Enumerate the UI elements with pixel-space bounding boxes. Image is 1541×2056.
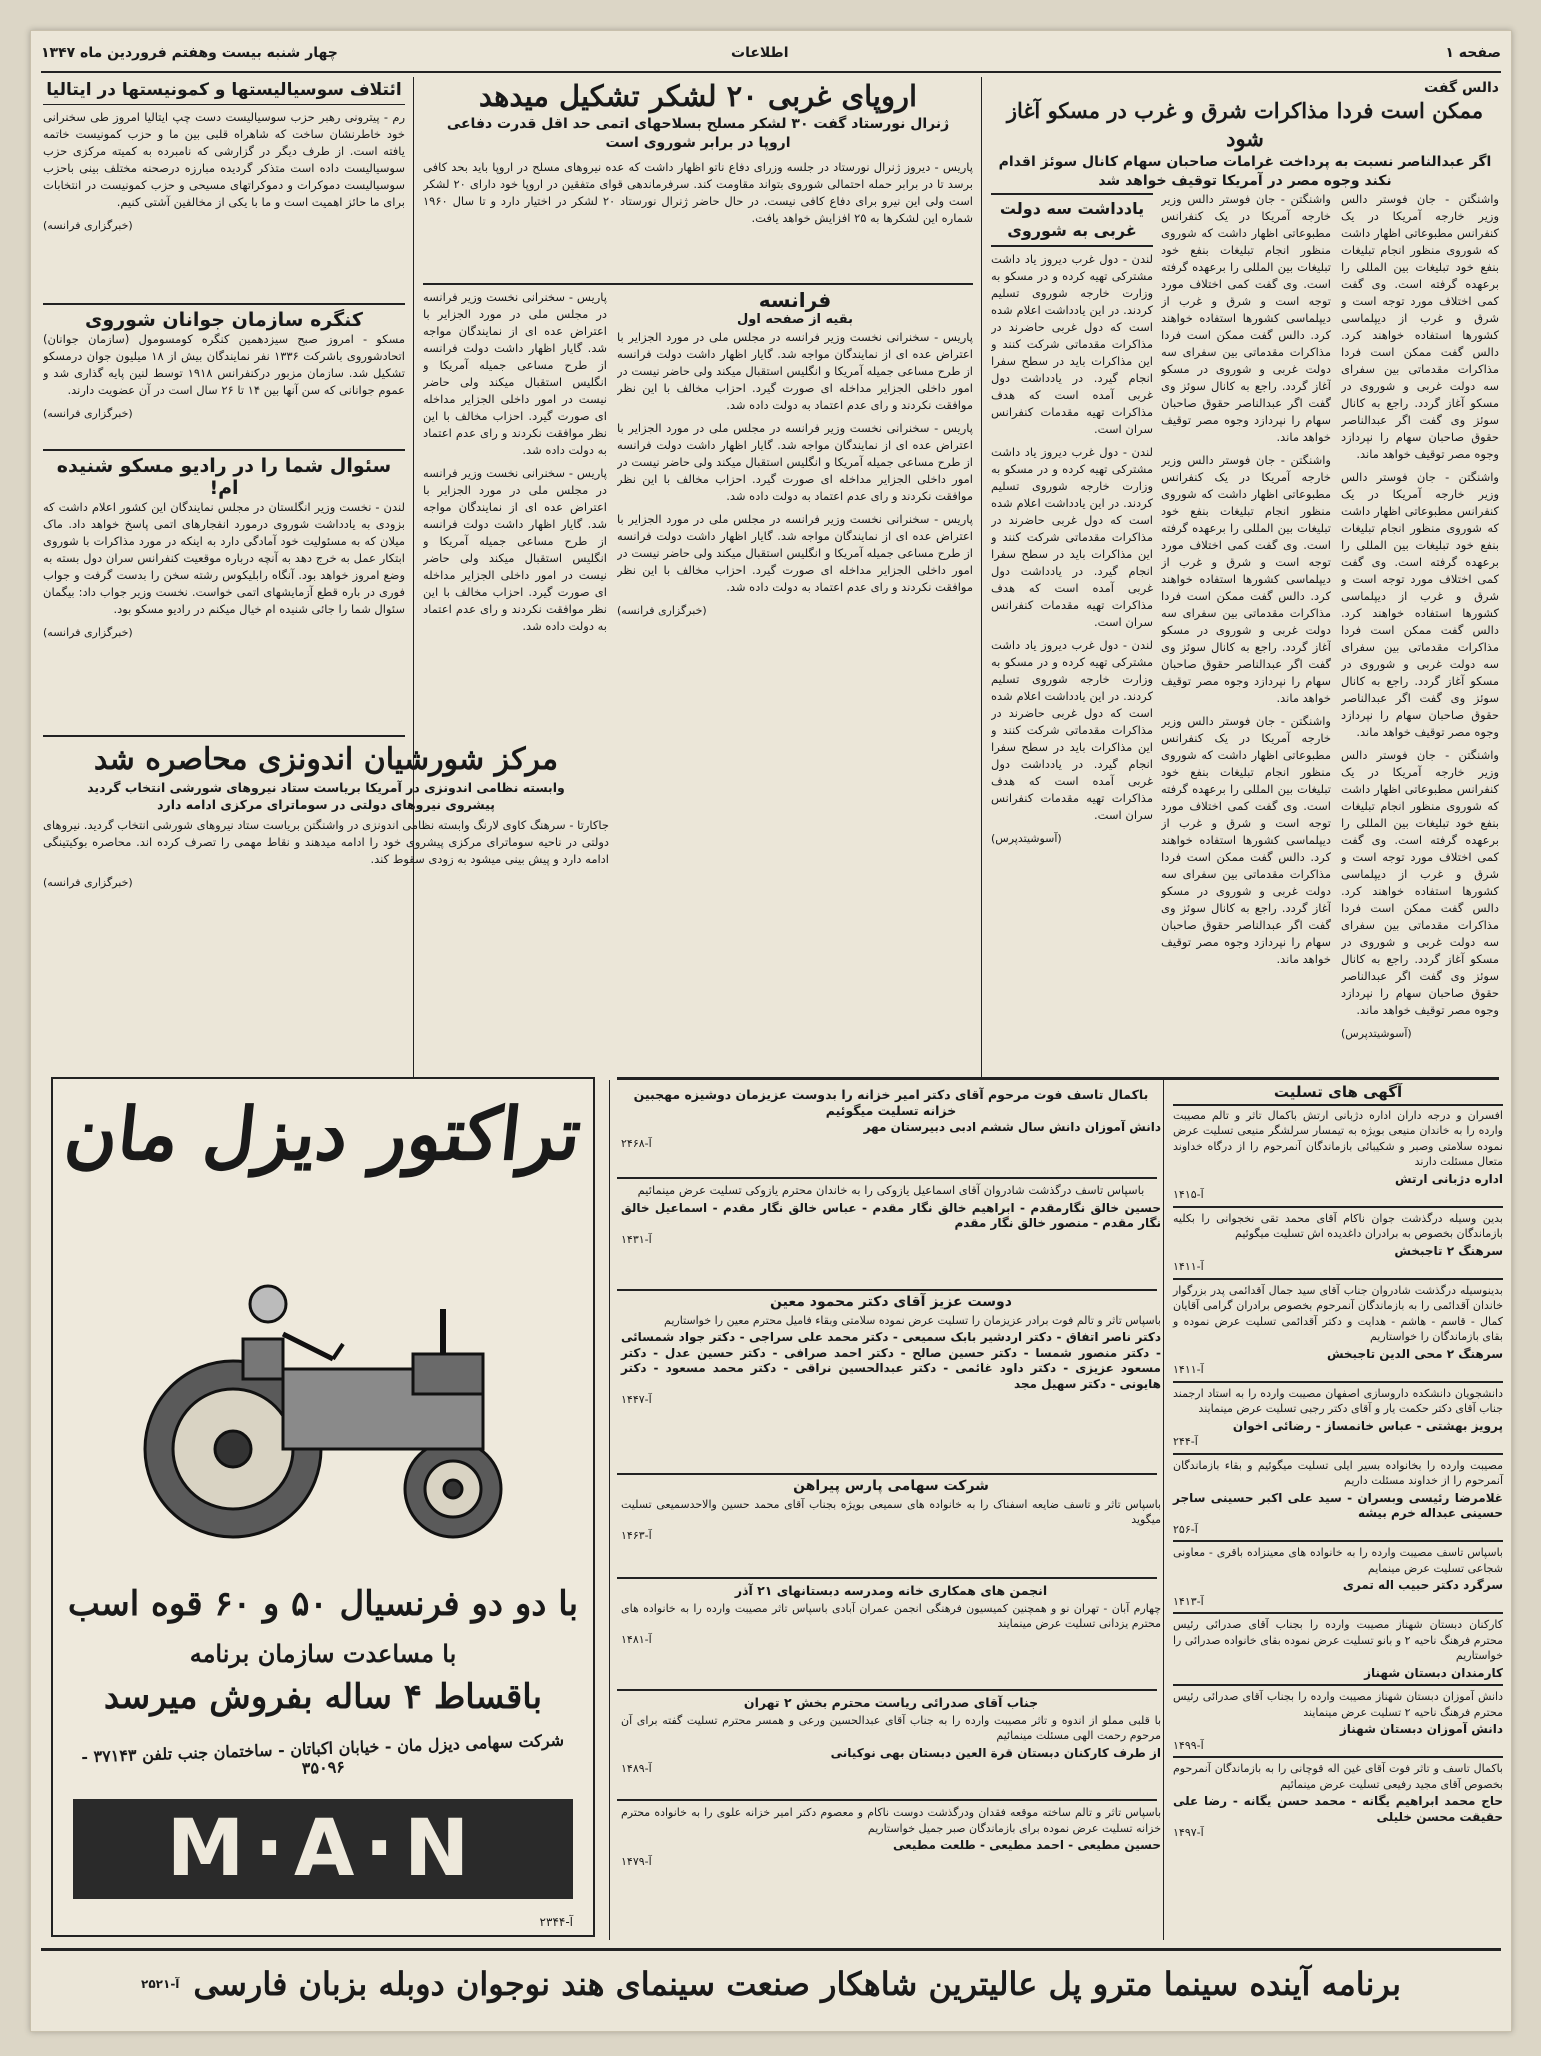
article-dulles-text: واشنگتن - جان فوستر دالس وزیر خارجه آمریکا در یک کنفرانس مطبوعاتی اظهار داشت که شوروی منظور انجام تبلیغات بنفع خود تبلیغات بین المللی را برعهده گرفته است. وی گفت کمی اختلاف مورد توجه است و شرق و غرب از دیپلماسی کشورها استفاده خواهند کرد. دالس گفت ممکن است فردا مذاکرات مقدماتی بین سفرای سه دولت غربی و شوروی در مسکو آغاز گردد. راجع به کانال سوئز وی گفت اگر عبدالناصر حقوق صاحبان سهام را نپردازد وجوه مصر توقیف خواهد ماند.: [1161, 453, 1331, 705]
notice-7-sig: حسین مطیعی - احمد مطیعی - طلعت مطیعی: [893, 1838, 1161, 1852]
article-france-sub: بقیه از صفحه اول: [737, 312, 853, 327]
notice-6-sig: از طرف کارکنان دبستان قرة العین دبستان بهی نوکیانی: [830, 1745, 1161, 1760]
man-logo-text: M·A·N: [166, 1804, 480, 1894]
article-europe-sub: ژنرال نورستاد گفت ۳۰ لشکر مسلح بسلاحهای اتمی حد اقل قدرت دفاعی اروپا در برابر شوروی است: [446, 116, 950, 151]
notice-2-code: آ-۱۴۳۱: [621, 1232, 652, 1246]
condolence-body: مصیبت وارده را بخانواده بسیر ایلی تسلیت میگوئیم و بقاء بازماندگان آنمرحوم را از خداوند مسئلت داریم: [1173, 1458, 1503, 1487]
condolence-code: آ-۱۴۱۵: [1173, 1188, 1204, 1201]
condolence-sig: اداره دژبانی ارتش: [1395, 1171, 1503, 1186]
notice-4: [617, 1477, 1165, 1573]
condolence-code: آ-۲۵۶: [1173, 1522, 1198, 1536]
condolence-code: آ-۱۴۹۹: [1173, 1738, 1204, 1752]
divider: [617, 1473, 1157, 1475]
tractor-ad-line2: با مساعدت سازمان برنامه: [189, 1639, 457, 1668]
article-france: [617, 289, 973, 1069]
condolence-sig: سرهنگ ۲ تاجبخش: [1394, 1243, 1503, 1258]
notice-2-head: باسپاس تاسف درگذشت شادروان آقای اسماعیل یازوکی را به خاندان محترم یازوکی تسلیت عرض مینمائیم: [637, 1183, 1145, 1197]
article-dulles-title: ممکن است فردا مذاکرات شرق و غرب در مسکو آغاز شود: [1006, 98, 1484, 151]
notice-6-code: آ-۱۴۸۹: [621, 1762, 652, 1775]
condolence-sig: دانش آموزان دبستان شهناز: [1339, 1722, 1503, 1736]
notice-3-code: آ-۱۴۴۷: [621, 1393, 652, 1406]
article-radio-credit: (خبرگزاری فرانسه): [43, 626, 133, 639]
article-komsomol-body: مسکو - امروز صبح سیزدهمین کنگره کومسومول (سازمان جوانان) اتحادشوروی باشرکت ۱۳۳۶ نفر نمایندگان بیش از ۱۸ میلیون جوان درمسکو تشکیل شد. سازمان مزبور درکنفرانس ۱۹۱۸ توسط لنین پایه گذاری شد و عموم جوانانی که سن آنها بین ۱۴ تا ۲۶ سال است در آن عضویت دارند.: [43, 332, 405, 397]
notice-3: [617, 1293, 1165, 1469]
article-indonesia-body: جاکارتا - سرهنگ کاوی لارنگ وابسته نظامی اندونزی در واشنگتن بریاست ستاد نیروهای شورشی انتخاب گردید. نیروهای دولتی در ناحیه سوماترای مرکزی پیشروی خود را ادامه میدهند و نقاط مهمی را تصرف کرده اند. محاصره بوکیتینگی ادامه دارد و پیش بینی میشود به زودی سقوط کند.: [43, 818, 609, 866]
article-radio: [43, 455, 405, 745]
notice-1-head: باکمال تاسف فوت مرحوم آقای دکتر امیر خزانه را بدوست عزیزمان دوشیزه مهجبین خزانه تسلیت میگوئیم: [633, 1087, 1149, 1118]
cinema-banner-text: برنامه آینده سینما مترو پل عالیترین شاهکار صنعت سینمای هند نوجوان دوبله بزبان فارسی: [193, 1965, 1401, 2003]
header-rule: [41, 71, 1501, 73]
man-logo-block: [73, 1799, 573, 1899]
divider: [617, 1689, 1157, 1691]
condolence-sig: پرویز بهشتی - عباس خانمساز - رضائی اخوان: [1232, 1418, 1503, 1433]
divider: [43, 303, 405, 305]
article-europe-title: اروپای غربی ۲۰ لشکر تشکیل میدهد: [478, 79, 918, 113]
notice-3-sig: دکتر ناصر اتفاق - دکتر اردشیر بابک سمیعی - دکتر محمد علی سراجی - دکتر جواد شمسائی - دکتر منصور شمسا - دکتر حسین صالح - دکتر احمد صرافی - دکتر حسین عدل - دکتر مسعود عزیزی - دکتر داود غائمی - دکتر عبدالحسین نراقی - دکتر محمد مسعود - دکتر هایونی - دکتر سهیل مجد: [621, 1330, 1161, 1391]
article-indonesia-sub1: وابسته نظامی اندونزی در آمریکا بریاست ستاد نیروهای شورشی انتخاب گردید: [87, 780, 565, 795]
divider: [1173, 1612, 1503, 1614]
notice-3-body: باسپاس تاثر و تالم فوت برادر عزیزمان را تسلیت عرض نموده سلامتی وبقاء فامیل محترم معین را خواستاریم: [664, 1313, 1161, 1327]
page-label: صفحه ۱: [1445, 45, 1501, 61]
cinema-banner-code: آ-۲۵۲۱: [141, 1977, 180, 1991]
article-note: [991, 193, 1153, 1063]
issue-date: چهار شنبه بیست وهفتم فروردین ماه ۱۳۴۷: [41, 45, 338, 61]
article-dulles-text: واشنگتن - جان فوستر دالس وزیر خارجه آمریکا در یک کنفرانس مطبوعاتی اظهار داشت که شوروی منظور انجام تبلیغات بنفع خود تبلیغات بین المللی را برعهده گرفته است. وی گفت کمی اختلاف مورد توجه است و شرق و غرب از دیپلماسی کشورها استفاده خواهند کرد. دالس گفت ممکن است فردا مذاکرات مقدماتی بین سفرای سه دولت غربی و شوروی در مسکو آغاز گردد. راجع به کانال سوئز وی گفت اگر عبدالناصر حقوق صاحبان سهام را نپردازد وجوه مصر توقیف خواهد ماند.: [1161, 714, 1331, 966]
article-dulles-text: واشنگتن - جان فوستر دالس وزیر خارجه آمریکا در یک کنفرانس مطبوعاتی اظهار داشت که شوروی منظور انجام تبلیغات بنفع خود تبلیغات بین المللی را برعهده گرفته است. وی گفت کمی اختلاف مورد توجه است و شرق و غرب از دیپلماسی کشورها استفاده خواهند کرد. دالس گفت ممکن است فردا مذاکرات مقدماتی بین سفرای سه دولت غربی و شوروی در مسکو آغاز گردد. راجع به کانال سوئز وی گفت اگر عبدالناصر حقوق صاحبان سهام را نپردازد وجوه مصر توقیف خواهد ماند.: [1161, 192, 1331, 444]
divider: [43, 104, 405, 105]
condolence-item: [1173, 1617, 1503, 1681]
condolence-item: [1173, 1386, 1503, 1450]
notice-4-code: آ-۱۴۶۳: [621, 1528, 652, 1542]
tractor-ad-title: تراکتور دیزل مان: [60, 1091, 586, 1176]
article-dulles-text: واشنگتن - جان فوستر دالس وزیر خارجه آمریکا در یک کنفرانس مطبوعاتی اظهار داشت که شوروی منظور انجام تبلیغات بنفع خود تبلیغات بین المللی را برعهده گرفته است. وی گفت کمی اختلاف مورد توجه است و شرق و غرب از دیپلماسی کشورها استفاده خواهند کرد. دالس گفت ممکن است فردا مذاکرات مقدماتی بین سفرای سه دولت غربی و شوروی در مسکو آغاز گردد. راجع به کانال سوئز وی گفت اگر عبدالناصر حقوق صاحبان سهام را نپردازد وجوه مصر توقیف خواهد ماند.: [1341, 470, 1499, 739]
divider: [1173, 1756, 1503, 1758]
divider: [43, 735, 405, 737]
condolence-body: باکمال تاسف و تاثر فوت آقای غین اله قوچانی را به بازماندگان آنمرحوم بخصوص آقای مجید رفیعی تسلیت عرض مینمائیم: [1173, 1762, 1503, 1791]
article-france-body-cont: پاریس - سخنرانی نخست وزیر فرانسه در مجلس ملی در مورد الجزایر با اعتراض عده ای از نمایندگان مواجه شد. گایار اظهار داشت دولت فرانسه از طرح مساعی جمیله آمریکا و انگلیس استقبال میکند ولی حاضر نیست در امور داخلی الجزایر مداخله ای صورت گیرد. احزاب مخالف با این نظر موافقت نکردند و رای عدم اعتماد به دولت داده شد.: [423, 466, 607, 633]
article-note-body: لندن - دول غرب دیروز یاد داشت مشترکی تهیه کرده و در مسکو به وزارت خارجه شوروی تسلیم کردند. در این یادداشت اعلام شده است که دول غربی حاضرند در مذاکرات مقدماتی شرکت کنند و این مذاکرات باید در سطح سفرا انجام گیرد. در یادداشت دول غربی آمده است که هدف مذاکرات تهیه مقدمات کنفرانس سران است.: [991, 252, 1153, 436]
article-komsomol: [43, 309, 405, 449]
article-france-col2: [423, 289, 607, 729]
article-indonesia-credit: (خبرگزاری فرانسه): [43, 876, 133, 889]
notice-5-body: چهارم آبان - تهران نو و همچنین کمیسیون فرهنگی انجمن عمران آبادی باسپاس تاثر مصیبت وارده را به خانواده های محترم یزدانی تسلیت عرض مینمایند: [621, 1601, 1161, 1630]
article-france-body-cont: پاریس - سخنرانی نخست وزیر فرانسه در مجلس ملی در مورد الجزایر با اعتراض عده ای از نمایندگان مواجه شد. گایار اظهار داشت دولت فرانسه از طرح مساعی جمیله آمریکا و انگلیس استقبال میکند ولی حاضر نیست در امور داخلی الجزایر مداخله ای صورت گیرد. احزاب مخالف با این نظر موافقت نکردند و رای عدم اعتماد به دولت داده شد.: [423, 290, 607, 457]
condolence-item: [1173, 1211, 1503, 1275]
tractor-ad-code: آ-۲۳۴۴: [539, 1915, 573, 1929]
condolence-code: آ-۱۴۹۷: [1173, 1826, 1204, 1839]
column-divider: [981, 77, 982, 1077]
notice-6: [617, 1693, 1165, 1797]
article-france-credit: (خبرگزاری فرانسه): [617, 604, 707, 617]
condolence-item: [1173, 1689, 1503, 1753]
article-dulles-body: [1341, 191, 1499, 1071]
article-dulles-sub: اگر عبدالناصر نسبت به پرداخت غرامات صاحبان سهام کانال سوئز اقدام نکند وجوه مصر در آمریکا توقیف خواهد شد: [998, 154, 1492, 189]
divider: [1173, 1540, 1503, 1542]
condolence-code: آ-۱۴۱۳: [1173, 1594, 1204, 1608]
notice-5-code: آ-۱۴۸۱: [621, 1632, 652, 1646]
condolence-code: آ-۱۴۱۱: [1173, 1363, 1204, 1376]
condolence-code: آ-۱۴۱۱: [1173, 1260, 1204, 1273]
tractor-advertisement: [51, 1077, 595, 1937]
article-radio-title: سئوال شما را در رادیو مسکو شنیده ام!: [56, 455, 392, 499]
notice-3-head: دوست عزیز آقای دکتر محمود معین: [770, 1294, 1012, 1310]
article-dulles-text: واشنگتن - جان فوستر دالس وزیر خارجه آمریکا در یک کنفرانس مطبوعاتی اظهار داشت که شوروی منظور انجام تبلیغات بنفع خود تبلیغات بین المللی را برعهده گرفته است. وی گفت کمی اختلاف مورد توجه است و شرق و غرب از دیپلماسی کشورها استفاده خواهند کرد. دالس گفت ممکن است فردا مذاکرات مقدماتی بین سفرای سه دولت غربی و شوروی در مسکو آغاز گردد. راجع به کانال سوئز وی گفت اگر عبدالناصر حقوق صاحبان سهام را نپردازد وجوه مصر توقیف خواهد ماند.: [1341, 748, 1499, 1017]
article-komsomol-credit: (خبرگزاری فرانسه): [43, 407, 133, 420]
divider: [617, 1177, 1157, 1179]
condolence-sig: کارمندان دبستان شهناز: [1364, 1665, 1503, 1680]
article-france-title: فرانسه: [758, 289, 832, 312]
divider: [617, 1799, 1157, 1801]
condolence-item: [1173, 1458, 1503, 1538]
notice-5: [617, 1581, 1165, 1687]
notice-1: [617, 1085, 1165, 1185]
article-radio-body: لندن - نخست وزیر انگلستان در مجلس نمایندگان این کشور اعلام داشت که بزودی به یادداشت شوروی درمورد انفجارهای اتمی پاسخ خواهد داد. ماک میلان که به مسئولیت خود آمادگی دارد به اینکه در مورد مذاکرات با شوروی ابتکار عمل به خرج دهد به آنچه درباره موقعیت کنفرانس سران دول بسته به وضع امروز خواهد بود. آنگاه رابلیکوس رشته سخن را بدست گرفت و جواب فوری در باره قطع آزمایشهای اتمی خواست. نخست وزیر جواب داد: بیگمان سئوال شما را جائی شنیده ام خیال میکنم در رادیو مسکو بود.: [43, 500, 405, 616]
article-note-credit: (آسوشیتدپرس): [991, 832, 1062, 845]
article-indonesia: [43, 741, 609, 1071]
condolence-body: بدین وسیله درگذشت جوان ناکام آقای محمد تقی نخجوانی را بکلیه بازماندگان بخصوص به برادران داغدیده اش تسلیت میگوئیم: [1173, 1211, 1503, 1240]
article-italy-body: رم - پیترونی رهبر حزب سوسیالیست دست چپ ایتالیا امروز طی سخنرانی خود خاطرنشان ساخت که شاهراه قلبی بین ما و حزب کمونیست خاتمه یافته است. از طرف دیگر در گزارشی که نامبرده به کمیته مرکزی حزب سوسیالیست داده است متذکر گردیده مبارزه درصحنه مختلف بینی باحزب سوسیالیست دموکرات و دموکراتهای مسیحی و حزب کمونیست در انتخابات برای ما حائز اهمیت است و ما با یکی از مخالفین آشتی کنیم.: [43, 110, 405, 209]
notice-7-head: باسپاس تاثر و تالم ساخته موقعه فقدان ودرگذشت دوست ناکام و معصوم دکتر امیر خزانه علوی را به خانواده محترم خزانه تسلیت عرض نموده برای بازماندگان صبر جمیل خواستاریم: [621, 1806, 1161, 1835]
tractor-ad-company: شرکت سهامی دیزل مان - خیابان اکباتان - ساختمان جنب تلفن ۳۷۱۴۳ - ۳۵۰۹۶: [81, 1730, 565, 1778]
article-europe-body: پاریس - دیروز ژنرال نورستاد در جلسه وزرای دفاع ناتو اظهار داشت که عده نیروهای مسلح در اروپا باید بحد کافی برسد تا در برابر حمله احتمالی شوروی بتواند مقاومت کند. سرفرماندهی قوای متفقین در اروپا خود دارای ۲۰ لشکر است ولی این نیرو برای دفاع کافی نیست. در حال حاضر ژنرال نورستاد ۲۰ لشکر در اختیار دارد و تا سال ۱۹۶۰ شماره این لشکرها به ۲۵ افزایش خواهد یافت.: [423, 160, 973, 225]
notice-2-sig: حسین خالق نگارمقدم - ابراهیم خالق نگار مقدم - عباس خالق نگار مقدم - اسماعیل خالق نگار مقدم - منصور خالق نگار مقدم: [621, 1200, 1161, 1230]
condolence-sig: حاج محمد ابراهیم یگانه - محمد حسن یگانه - رضا علی حقیقت محسن خلیلی: [1173, 1794, 1503, 1824]
divider: [1173, 1206, 1503, 1208]
condolence-body: دانش آموزان دبستان شهناز مصیبت وارده را بجناب آقای صدرائی رئیس محترم فرهنگ ناحیه ۲ تسلیت عرض مینمایند: [1173, 1690, 1503, 1719]
notice-7: [617, 1803, 1165, 1933]
divider: [1173, 1684, 1503, 1686]
notice-7-code: آ-۱۴۷۹: [621, 1854, 652, 1868]
notice-1-sig: دانش آموزان دانش سال ششم ادبی دبیرستان مهر: [863, 1120, 1161, 1134]
condolence-body: بدینوسیله درگذشت شادروان جناب آقای سید جمال آقدائمی پدر بزرگوار خاندان آقدائمی را به بازماندگان آنمرحوم بخصوص برادران گرامی آقایان کمال - قاسم - هاشم - هدایت و دکتر آقدائمی تسلیت عرض نموده و بقای بازماندگان را خواستاریم: [1173, 1283, 1503, 1343]
notice-1-code: آ-۲۴۶۸: [621, 1136, 652, 1150]
paper-name: اطلاعات: [731, 45, 789, 61]
page-header: [41, 39, 1501, 67]
condolence-sig: غلامرضا رئیسی وبسران - سید علی اکبر حسینی ساجر حسینی عبداله خرم بیشه: [1173, 1490, 1503, 1520]
condolence-code: آ-۲۴۴: [1173, 1435, 1198, 1448]
article-dulles-body-2: [1161, 191, 1331, 1071]
condolence-item: [1173, 1283, 1503, 1378]
notice-4-body: باسپاس تاثر و تاسف ضایعه اسفناک را به خانواده های سمیعی بویژه بجناب آقای محمد حسین والاحدسمیعی تسلیت میگوید: [621, 1497, 1161, 1526]
article-dulles-kicker: دالس گفت: [1424, 80, 1499, 96]
notice-5-head: انجمن های همکاری خانه ومدرسه دبستانهای ۲۱ آذر: [734, 1583, 1048, 1598]
divider: [1173, 1381, 1503, 1383]
condolence-title: آگهی های تسلیت: [1173, 1085, 1503, 1106]
condolence-body: دانشجویان دانشکده داروسازی اصفهان مصیبت وارده را به استاد ارجمند جناب آقای دکتر حکمت یار و آقای دکتر رجبی تسلیت عرض مینمایند: [1173, 1386, 1503, 1415]
condolence-item: [1173, 1545, 1503, 1609]
article-komsomol-title: کنگره سازمان جوانان شوروی: [85, 309, 363, 331]
article-france-body-cont: پاریس - سخنرانی نخست وزیر فرانسه در مجلس ملی در مورد الجزایر با اعتراض عده ای از نمایندگان مواجه شد. گایار اظهار داشت دولت فرانسه از طرح مساعی جمیله آمریکا و انگلیس استقبال میکند ولی حاضر نیست در امور داخلی الجزایر مداخله ای صورت گیرد. احزاب مخالف با این نظر موافقت نکردند و رای عدم اعتماد به دولت داده شد.: [617, 421, 973, 503]
article-europe: [423, 79, 973, 279]
condolence-body: افسران و درجه داران اداره دژبانی ارتش باکمال تاثر و تالم مصیبت وارده را به خاندان منیعی بویژه به تیمسار سرلشگر منیعی تسلیت عرض نموده سلامتی وصبر و شکیبائی بازماندگان آنمرحوم را از درگاه خداوند متعال مسئلت دارند: [1173, 1108, 1503, 1168]
article-note-title: یادداشت سه دولت غربی به شوروی: [991, 193, 1153, 247]
column-divider: [609, 1080, 610, 1940]
article-note-body: لندن - دول غرب دیروز یاد داشت مشترکی تهیه کرده و در مسکو به وزارت خارجه شوروی تسلیم کردند. در این یادداشت اعلام شده است که دول غربی حاضرند در مذاکرات مقدماتی شرکت کنند و این مذاکرات باید در سطح سفرا انجام گیرد. در یادداشت دول غربی آمده است که هدف مذاکرات تهیه مقدمات کنفرانس سران است.: [991, 445, 1153, 629]
condolence-body: کارکنان دبستان شهناز مصیبت وارده را بجناب آقای صدرائی رئیس محترم فرهنگ ناحیه ۲ و بانو تسلیت عرض نموده بقای خانواده صدرائی را خواستاریم: [1173, 1618, 1503, 1662]
condolence-sig: سرهنگ ۲ محی الدین تاجبخش: [1326, 1346, 1503, 1361]
divider: [43, 449, 405, 451]
newspaper-page: [30, 30, 1512, 2032]
tractor-illustration: [113, 1249, 533, 1549]
article-dulles-credit: (آسوشیتدپرس): [1341, 1027, 1412, 1040]
divider: [423, 283, 973, 285]
condolence-notices: [1169, 1083, 1507, 1939]
article-indonesia-title: مرکز شورشیان اندونزی محاصره شد: [93, 742, 559, 777]
article-italy-title: ائتلاف سوسیالیستها و کمونیستها در ایتالیا: [46, 80, 402, 100]
article-france-body: پاریس - سخنرانی نخست وزیر فرانسه در مجلس ملی در مورد الجزایر با اعتراض عده ای از نمایندگان مواجه شد. گایار اظهار داشت دولت فرانسه از طرح مساعی جمیله آمریکا و انگلیس استقبال میکند ولی حاضر نیست در امور داخلی الجزایر مداخله ای صورت گیرد. احزاب مخالف با این نظر موافقت نکردند و رای عدم اعتماد به دولت داده شد.: [617, 330, 973, 412]
notice-2: [617, 1181, 1165, 1287]
divider: [617, 1577, 1157, 1579]
article-dulles-text: واشنگتن - جان فوستر دالس وزیر خارجه آمریکا در یک کنفرانس مطبوعاتی اظهار داشت که شوروی منظور انجام تبلیغات بنفع خود تبلیغات بین المللی را برعهده گرفته است. وی گفت کمی اختلاف مورد توجه است و شرق و غرب از دیپلماسی کشورها استفاده خواهند کرد. دالس گفت ممکن است فردا مذاکرات مقدماتی بین سفرای سه دولت غربی و شوروی در مسکو آغاز گردد. راجع به کانال سوئز وی گفت اگر عبدالناصر حقوق صاحبان سهام را نپردازد وجوه مصر توقیف خواهد ماند.: [1341, 192, 1499, 461]
article-france-body-cont: پاریس - سخنرانی نخست وزیر فرانسه در مجلس ملی در مورد الجزایر با اعتراض عده ای از نمایندگان مواجه شد. گایار اظهار داشت دولت فرانسه از طرح مساعی جمیله آمریکا و انگلیس استقبال میکند ولی حاضر نیست در امور داخلی الجزایر مداخله ای صورت گیرد. احزاب مخالف با این نظر موافقت نکردند و رای عدم اعتماد به دولت داده شد.: [617, 512, 973, 594]
divider: [1173, 1278, 1503, 1280]
article-indonesia-sub2: پیشروی نیروهای دولتی در سوماترای مرکزی ادامه دارد: [157, 797, 495, 812]
divider: [1173, 1453, 1503, 1455]
notice-4-head: شرکت سهامی پارس پیراهن: [793, 1478, 989, 1494]
condolence-sig: سرگرد دکتر حبیب اله تمری: [1342, 1578, 1503, 1592]
divider: [617, 1289, 1157, 1291]
condolence-item: [1173, 1108, 1503, 1203]
condolence-item: [1173, 1761, 1503, 1841]
divider: [617, 1077, 1499, 1080]
notice-6-head: جناب آقای صدرائی ریاست محترم بخش ۲ تهران: [743, 1695, 1039, 1710]
article-note-body: لندن - دول غرب دیروز یاد داشت مشترکی تهیه کرده و در مسکو به وزارت خارجه شوروی تسلیم کردند. در این یادداشت اعلام شده است که دول غربی حاضرند در مذاکرات مقدماتی شرکت کنند و این مذاکرات باید در سطح سفرا انجام گیرد. در یادداشت دول غربی آمده است که هدف مذاکرات تهیه مقدمات کنفرانس سران است.: [991, 638, 1153, 822]
article-italy-credit: (خبرگزاری فرانسه): [43, 219, 133, 232]
notice-6-body: با قلبی مملو از اندوه و تاثر مصیبت وارده را به جناب آقای عبدالحسین ورعی و همسر محترم تسلیت گفته برای آن مرحوم رحمت الهی مسئلت مینمائیم: [621, 1713, 1161, 1742]
cinema-banner: [41, 1948, 1501, 2017]
tractor-ad-line3: باقساط ۴ ساله بفروش میرسد: [103, 1677, 543, 1717]
condolence-body: باسپاس تاسف مصیبت وارده را به خانواده های معینزاده باقری - معاونی شجاعی تسلیت عرض مینمایم: [1173, 1546, 1503, 1575]
tractor-ad-line1: با دو دو فرنسیال ۵۰ و ۶۰ قوه اسب: [67, 1584, 579, 1624]
